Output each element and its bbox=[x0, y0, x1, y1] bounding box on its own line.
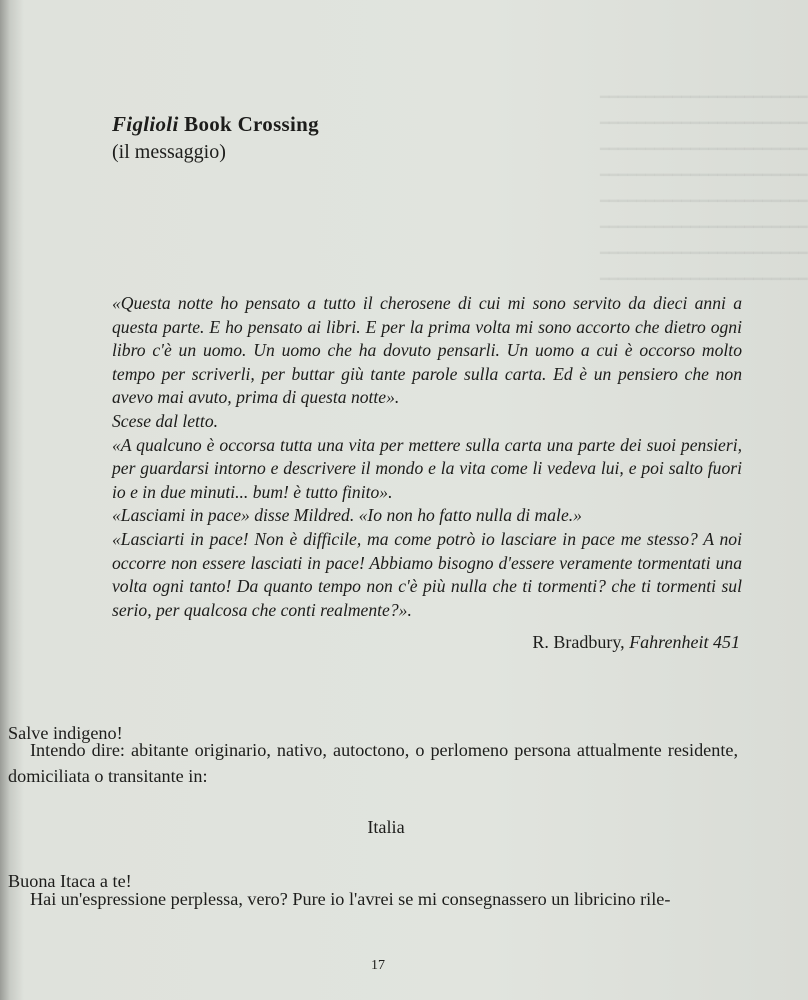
body-paragraph-2: Hai un'espressione perplessa, vero? Pure io l'avrei se mi consegnassero un libricino rile- bbox=[30, 889, 671, 909]
attribution-author: R. Bradbury, bbox=[532, 632, 630, 652]
show-through-text: ━━━━━━━━━━━━━━━━━━━━━━━ ━━━━━━━━━━━━━━━━━━━━━━━ ━━━━━━━━━━━━━━━━━━━━━━━ ━━━━━━━━━━━━━━━━━━━━━━━ ━━━━━━━━━━━━━━━━━━━━━━━ ━━━━━━━━━━━━━━━━━━━━━━━ ━━━━━━━━━━━━━━━━━━━━━━━ ━━━━━━━━━━━━━━━━━━━━━━━ bbox=[600, 90, 808, 288]
epigraph-paragraph: «A qualcuno è occorsa tutta una vita per mettere sulla carta una parte dei suoi pensieri, per guardarsi intorno e descrivere il mondo e la vita come li vedeva lui, e poi salto fuori io e in due minuti... bum! è tutto finito». bbox=[112, 434, 742, 502]
epigraph-quote bbox=[112, 292, 742, 622]
body-country: Italia bbox=[367, 817, 405, 837]
chapter-title-rest: Book Crossing bbox=[178, 112, 319, 136]
body-greeting-2: Buona Itaca a te! bbox=[8, 871, 132, 891]
epigraph-paragraph: «Lasciarti in pace! Non è difficile, ma come potrò io lasciare in pace me stesso? A noi occorre non essere lasciati in pace! Abbiamo bisogno d'essere veramente tormentati una volta ogni tanto! Da quanto tempo non c'è più nulla che ti tormenti? che ti tormenti sul serio, per qualcosa che conti realmente?». bbox=[112, 528, 742, 620]
epigraph-paragraph: «Questa notte ho pensato a tutto il cherosene di cui mi sono servito da dieci anni a questa parte. E ho pensato ai libri. E per la prima volta mi sono accorto che dietro ogni libro c'è un uomo. Un uomo che ha dovuto pensarli. Un uomo a cui è occorso molto tempo per scriverli, per buttar giù tante parole sulla carta. Ed è un pensiero che non avevo mai avuto, prima di questa notte». bbox=[112, 293, 742, 408]
epigraph-paragraph: «Lasciami in pace» disse Mildred. «Io non ho fatto nulla di male.» bbox=[112, 505, 582, 526]
chapter-title bbox=[112, 112, 319, 137]
epigraph-attribution bbox=[532, 632, 740, 653]
body-paragraph: Intendo dire: abitante originario, nativo, autoctono, o perlomeno persona attualmente residente, domiciliata o transitante in: bbox=[8, 740, 738, 786]
epigraph-paragraph: Scese dal letto. bbox=[112, 410, 219, 431]
chapter-subtitle: (il messaggio) bbox=[112, 141, 226, 163]
body-greeting: Salve indigeno! bbox=[8, 723, 123, 743]
attribution-work: Fahrenheit 451 bbox=[629, 632, 740, 652]
page-number: 17 bbox=[371, 958, 385, 973]
chapter-title-italic: Figlioli bbox=[112, 112, 179, 136]
